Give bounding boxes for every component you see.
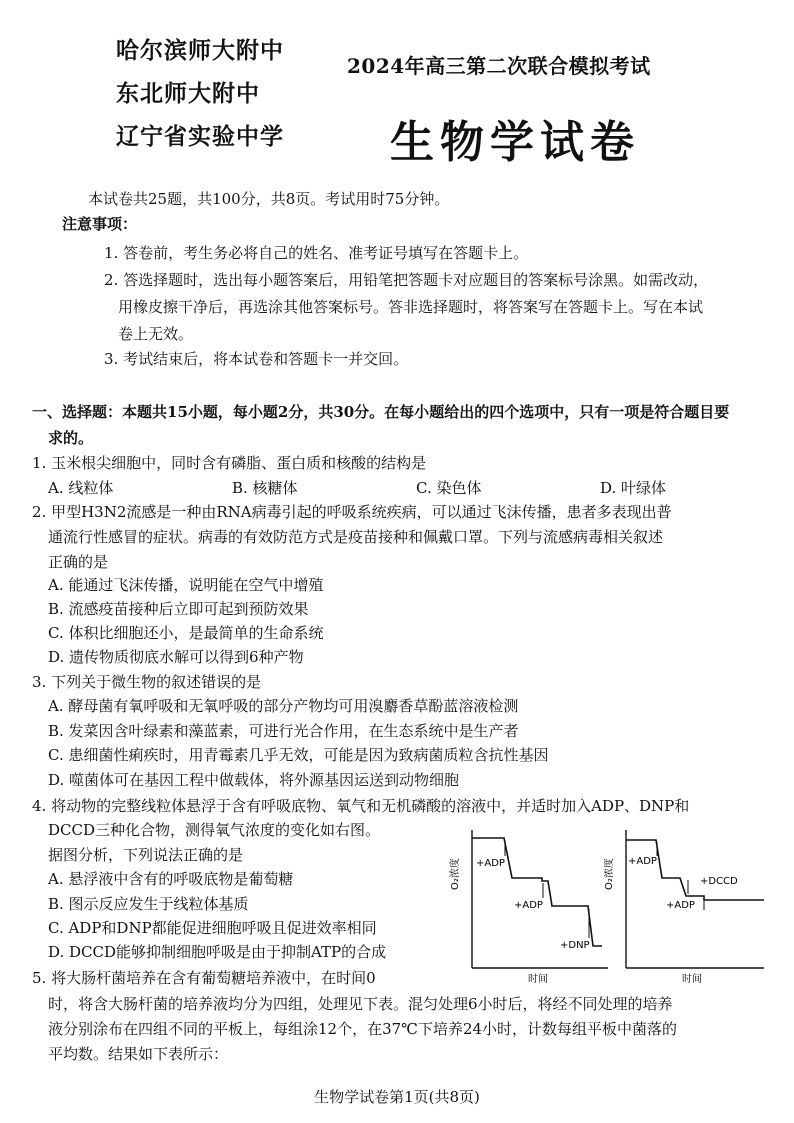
school-list — [116, 30, 284, 159]
notice-item: 用橡皮擦干净后，再选涂其他答案标号。答非选择题时，将答案写在答题卡上。写在本试 — [118, 298, 704, 316]
question-stem: 通流行性感冒的症状。病毒的有效防范方式是疫苗接种和佩戴口罩。下列与流感病毒相关叙述 — [48, 528, 664, 546]
option: C. 患细菌性痢疾时，用青霉素几乎无效，可能是因为致病菌质粒含抗性基因 — [48, 746, 549, 764]
question-stem: 5. 将大肠杆菌培养在含有葡萄糖培养液中，在时间0 — [32, 969, 376, 987]
question-stem: DCCD三种化合物，测得氧气浓度的变化如右图。 — [48, 821, 381, 839]
option: D. 遗传物质彻底水解可以得到6种产物 — [48, 648, 304, 666]
option: C. 染色体 — [416, 479, 482, 497]
annotation: +ADP — [476, 858, 505, 869]
annotation: +DNP — [560, 940, 590, 951]
notice-item: 2. 答选择题时，选出每小题答案后，用铅笔把答题卡对应题目的答案标号涂黑。如需改动， — [104, 271, 709, 289]
question-stem: 3. 下列关于微生物的叙述错误的是 — [32, 673, 262, 691]
question-stem: 2. 甲型H3N2流感是一种由RNA病毒引起的呼吸系统疾病，可以通过飞沫传播，患者多表现出普 — [32, 503, 672, 521]
subject-title: 生物学试卷 — [390, 117, 640, 168]
school-name: 哈尔滨师大附中 — [116, 38, 284, 64]
section-heading-cont: 求的。 — [48, 429, 94, 447]
y-axis-label: O₂浓度 — [450, 858, 461, 890]
option: C. ADP和DNP都能促进细胞呼吸且促进效率相同 — [48, 919, 377, 937]
option: B. 流感疫苗接种后立即可起到预防效果 — [48, 600, 309, 618]
x-axis-label: 时间 — [682, 974, 702, 985]
exam-title: 2024年高三第二次联合模拟考试 — [347, 54, 651, 78]
question-stem: 1. 玉米根尖细胞中，同时含有磷脂、蛋白质和核酸的结构是 — [32, 454, 427, 472]
question-stem: 正确的是 — [48, 553, 109, 571]
oxygen-graph-right — [604, 826, 768, 990]
option: D. 叶绿体 — [600, 479, 667, 497]
option: D. 噬菌体可在基因工程中做载体，将外源基因运送到动物细胞 — [48, 771, 460, 789]
question-stem: 4. 将动物的完整线粒体悬浮于含有呼吸底物、氧气和无机磷酸的溶液中，并适时加入ADP、DNP和 — [32, 797, 690, 815]
option: A. 能通过飞沫传播，说明能在空气中增殖 — [48, 576, 324, 594]
y-axis-label: O₂浓度 — [604, 858, 615, 890]
notice-item: 3. 考试结束后，将本试卷和答题卡一并交回。 — [104, 350, 409, 368]
school-name: 东北师大附中 — [116, 81, 260, 107]
x-axis-label: 时间 — [528, 974, 548, 985]
o2-curve — [626, 840, 764, 900]
notice-item: 卷上无效。 — [118, 325, 194, 343]
option: A. 线粒体 — [48, 479, 114, 497]
option: A. 酵母菌有氧呼吸和无氧呼吸的部分产物均可用溴麝香草酚蓝溶液检测 — [48, 697, 519, 715]
annotation: +ADP — [514, 900, 543, 911]
section-heading: 一、选择题：本题共15小题，每小题2分，共30分。在每小题给出的四个选项中，只有一项是符合题目要 — [32, 403, 730, 421]
page-footer: 生物学试卷第1页(共8页) — [314, 1088, 480, 1106]
question-stem: 据图分析，下列说法正确的是 — [48, 846, 244, 864]
notice-heading: 注意事项： — [62, 215, 138, 233]
option: B. 发菜因含叶绿素和藻蓝素，可进行光合作用，在生态系统中是生产者 — [48, 722, 519, 740]
annotation: +ADP — [666, 900, 695, 911]
intro-text: 本试卷共25题，共100分，共8页。考试用时75分钟。 — [88, 190, 450, 208]
notice-item: 1. 答卷前，考生务必将自己的姓名、准考证号填写在答题卡上。 — [104, 244, 529, 262]
annotation: +DCCD — [700, 876, 738, 887]
option: A. 悬浮液中含有的呼吸底物是葡萄糖 — [48, 870, 294, 888]
option-row — [48, 476, 784, 501]
o2-curve — [472, 838, 602, 946]
question-stem: 时，将含大肠杆菌的培养液均分为四组，处理见下表。混匀处理6小时后，将经不同处理的培养 — [48, 995, 673, 1013]
question-stem: 液分别涂布在四组不同的平板上，每组涂12个，在37℃下培养24小时，计数每组平板中菌落的 — [48, 1020, 678, 1038]
option: D. DCCD能够抑制细胞呼吸是由于抑制ATP的合成 — [48, 943, 387, 961]
annotation: +ADP — [628, 856, 657, 867]
option: C. 体积比细胞还小，是最简单的生命系统 — [48, 624, 324, 642]
question-stem: 平均数。结果如下表所示： — [48, 1045, 229, 1063]
oxygen-graph-left — [448, 826, 610, 990]
option: B. 核糖体 — [232, 479, 298, 497]
school-name: 辽宁省实验中学 — [116, 124, 284, 150]
option: B. 图示反应发生于线粒体基质 — [48, 895, 249, 913]
